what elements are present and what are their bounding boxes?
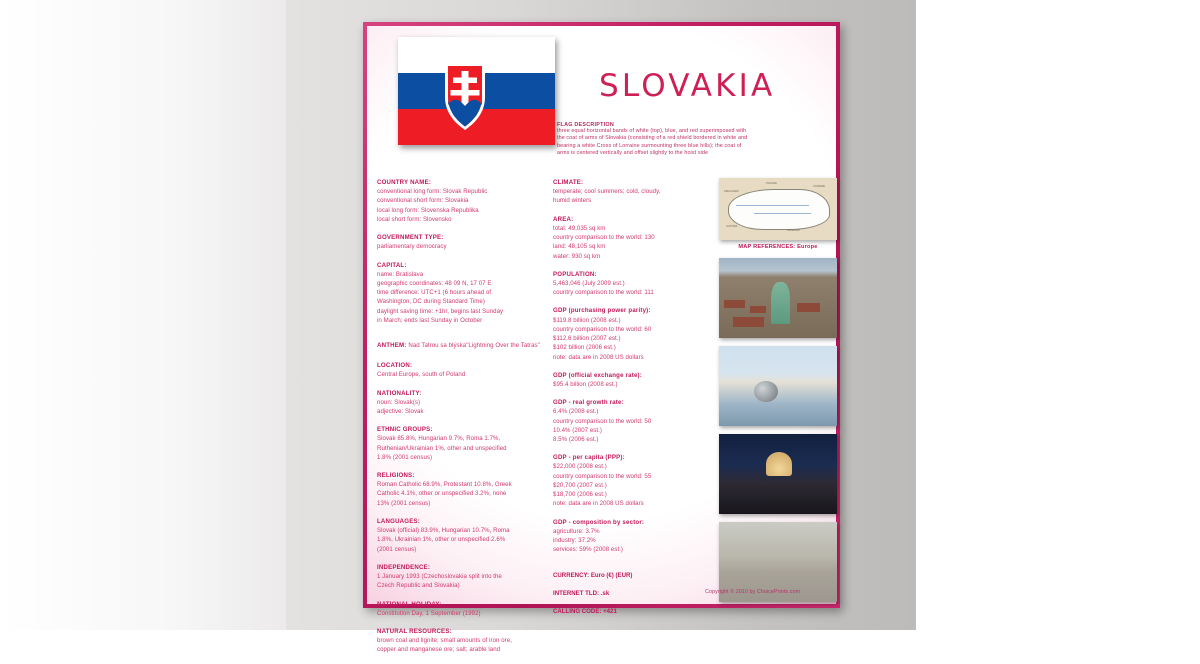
fact-block [553,178,713,206]
fact-heading: GDP (purchasing power parity): [553,307,651,315]
flag-description-body [557,128,827,158]
poster-sheet [367,26,836,654]
fact-line: services: 59% (2008 est.) [553,546,624,554]
fact-line: water: 930 sq km [553,252,601,260]
fact-block [553,371,713,389]
fact-block [553,518,713,555]
footer-fact-heading: INTERNET TLD: [553,589,601,597]
fact-heading: AREA: [553,215,574,223]
illuminated-church-night-photo [719,434,837,514]
fact-heading: LANGUAGES: [377,517,420,525]
fact-line: copper and manganese ore; salt; arable land [377,646,501,654]
fact-line: $119.8 billion (2008 est.) [553,316,621,324]
fact-line: Washington, DC during Standard Time) [377,298,485,306]
fact-line: country comparison to the world: 55 [553,472,652,480]
fact-line: note: data are in 2008 US dollars [553,353,644,361]
fact-line: temperate; cool summers; cold, cloudy, [553,188,661,196]
media-rail [719,178,837,610]
slovakia-map-image [719,178,837,240]
fact-block [377,471,545,508]
fact-line: Czech Republic and Slovakia) [377,582,460,590]
fact-line: daylight saving time: +1hr, begins last Sunday [377,307,504,315]
fact-line: 5,463,046 (July 2009 est.) [553,279,625,287]
fact-line: 1.8% (2001 census) [377,453,433,461]
footer-fact-value: Euro (€) (EUR) [590,571,633,579]
fact-heading: GDP - per capita (PPP): [553,454,625,462]
fact-block [377,334,545,352]
map-label: POLAND [766,181,777,185]
fact-block [377,389,545,417]
fact-line: country comparison to the world: 50 [553,417,652,425]
fact-line: Roman Catholic 68.9%, Protestant 10.8%, Greek [377,481,512,489]
fact-block [377,425,545,462]
fact-block [553,215,713,261]
fact-line: $95.4 billion (2008 est.) [553,380,618,388]
flag-description-heading: FLAG DESCRIPTION [557,122,615,128]
fact-block [377,361,545,379]
fact-line: Central Europe, south of Poland [377,371,466,379]
fact-heading: GOVERNMENT TYPE: [377,234,444,242]
fact-line: Slovak 85.8%, Hungarian 9.7%, Roma 1.7%, [377,435,501,443]
fact-block [377,261,545,326]
fact-block [377,563,545,591]
map-country-outline [728,189,829,229]
flag-description-line: arms is centered vertically and offset slightly to the hoist side [557,150,709,157]
fact-block [377,600,545,618]
fact-heading: NATURAL RESOURCES: [377,627,452,635]
fact-line: Catholic 4.1%, other or unspecified 3.2%, none [377,490,507,498]
fact-line: brown coal and lignite; small amounts of iron ore, [377,637,512,645]
map-label: HUNGARY [787,228,801,232]
flag-description-line: bearing a white Cross of Lorraine surmounting three blue hills); the coat of [557,142,742,149]
fact-line: noun: Slovak(s) [377,398,421,406]
fact-line: country comparison to the world: 130 [553,234,655,242]
fact-line: agriculture: 3.7% [553,527,600,535]
fact-line: 8.5% (2006 est.) [553,436,599,444]
fact-line: 1 January 1993 (Czechoslovakia split into the [377,573,502,581]
fact-line: 10.4% (2007 est.) [553,426,602,434]
fact-line: parliamentary democracy [377,243,447,251]
fact-line: Slovak (official) 83.9%, Hungarian 10.7%, Roma [377,527,510,535]
map-label: UKRAINE [813,185,825,189]
town-square-fountain-photo [719,346,837,426]
fact-line: name: Bratislava [377,270,424,278]
fact-heading: COUNTRY NAME: [377,179,432,186]
footer-fact-heading: CURRENCY: [553,571,591,579]
fact-line: local short form: Slovensko [377,215,452,223]
map-references-caption: MAP REFERENCES: Europe [738,244,818,250]
footer-fact-value: .sk [600,589,610,597]
middle-facts-column [553,178,713,627]
fact-line: "Lightning Over the Tatras" [466,342,540,350]
fact-heading: NATIONAL HOLIDAY: [377,600,442,608]
fact-block [377,178,545,224]
fact-heading: GDP - composition by sector: [553,518,645,526]
fact-heading: CAPITAL: [377,261,407,269]
fact-block [553,306,713,361]
fact-heading: GDP (official exchange rate): [553,371,642,379]
fact-line: conventional short form: Slovakia [377,197,469,205]
fact-line: $102 billion (2006 est.) [553,344,616,352]
fact-block [377,233,545,251]
fact-line: country comparison to the world: 111 [553,289,654,297]
fact-heading: LOCATION: [377,362,413,370]
country-fact-poster[interactable] [363,22,840,654]
map-label: AUSTRIA [726,225,738,229]
fact-block [553,398,713,444]
fact-line: in March; ends last Sunday in October [377,316,483,324]
fact-heading: RELIGIONS: [377,472,415,480]
fact-line: local long form: Slovenska Republika [377,206,479,214]
flag-description-line: the coat of arms of Slovakia (consisting of a red shield bordered in white and [557,135,748,142]
map-river-line [736,205,809,206]
backdrop-right-band [916,0,1200,630]
flag-description [557,122,827,158]
fact-line: 13% (2001 census) [377,499,431,507]
fact-block [553,453,713,508]
fact-block [553,270,713,298]
fact-line: Constitution Day, 1 September (1992) [377,609,481,617]
fact-heading: ETHNIC GROUPS: [377,426,433,434]
fact-line: time difference: UTC+1 (6 hours ahead of [377,289,492,297]
fact-line: 6.4% (2008 est.) [553,408,599,416]
fact-line: adjective: Slovak [377,407,424,415]
coat-of-arms-icon [398,37,555,145]
fact-heading: POPULATION: [553,270,597,278]
flag-description-line: three equal horizontal bands of white (top), blue, and red superimposed with [557,128,747,134]
fact-block [377,517,545,554]
fact-line: $112.6 billion (2007 est.) [553,335,621,343]
footer-fact-heading: CALLING CODE: [553,607,604,615]
fact-line: $22,000 (2008 est.) [553,463,607,471]
fact-heading: GDP - real growth rate: [553,399,624,407]
copyright-notice: Copyright © 2010 by ChoicePrints.com [705,589,800,595]
map-river-line [754,213,811,214]
fact-line: geographic coordinates: 48 09 N, 17 07 E [377,279,492,287]
fact-heading: CLIMATE: [553,179,584,186]
fact-heading: NATIONALITY: [377,389,422,397]
page-title: SLOVAKIA [599,68,776,104]
fact-line: $18,700 (2006 est.) [553,491,607,499]
footer-fact-row [553,600,713,618]
fact-line: conventional long form: Slovak Republic [377,188,488,196]
fact-line: $20,700 (2007 est.) [553,481,607,489]
fact-line: industry: 37.2% [553,537,596,545]
fact-heading: ANTHEM: [377,342,409,350]
slovakia-flag-image [398,37,555,145]
fact-line: (2001 census) [377,545,417,553]
fact-line: 1.8%, Ukrainian 1%, other or unspecified 2.6% [377,536,506,544]
fact-heading: INDEPENDENCE: [377,563,431,571]
footer-fact-value: +421 [603,607,617,615]
fact-block [377,627,545,655]
backdrop-left-band [0,0,286,630]
fact-line: country comparison to the world: 60 [553,325,652,333]
fact-line: total: 49,035 sq km [553,224,606,232]
fact-line: note: data are in 2008 US dollars [553,500,644,508]
map-label: CZECH REP. [723,190,740,194]
fact-inline-value: Nad Tatrou sa blýska [408,342,467,350]
bratislava-rooftops-photo [719,258,837,338]
footer-fact-row [553,564,713,582]
fact-line: land: 48,105 sq km [553,243,606,251]
fact-line: humid winters [553,197,592,205]
fact-line: Ruthenian/Ukrainian 1%, other and unspecified [377,444,507,452]
